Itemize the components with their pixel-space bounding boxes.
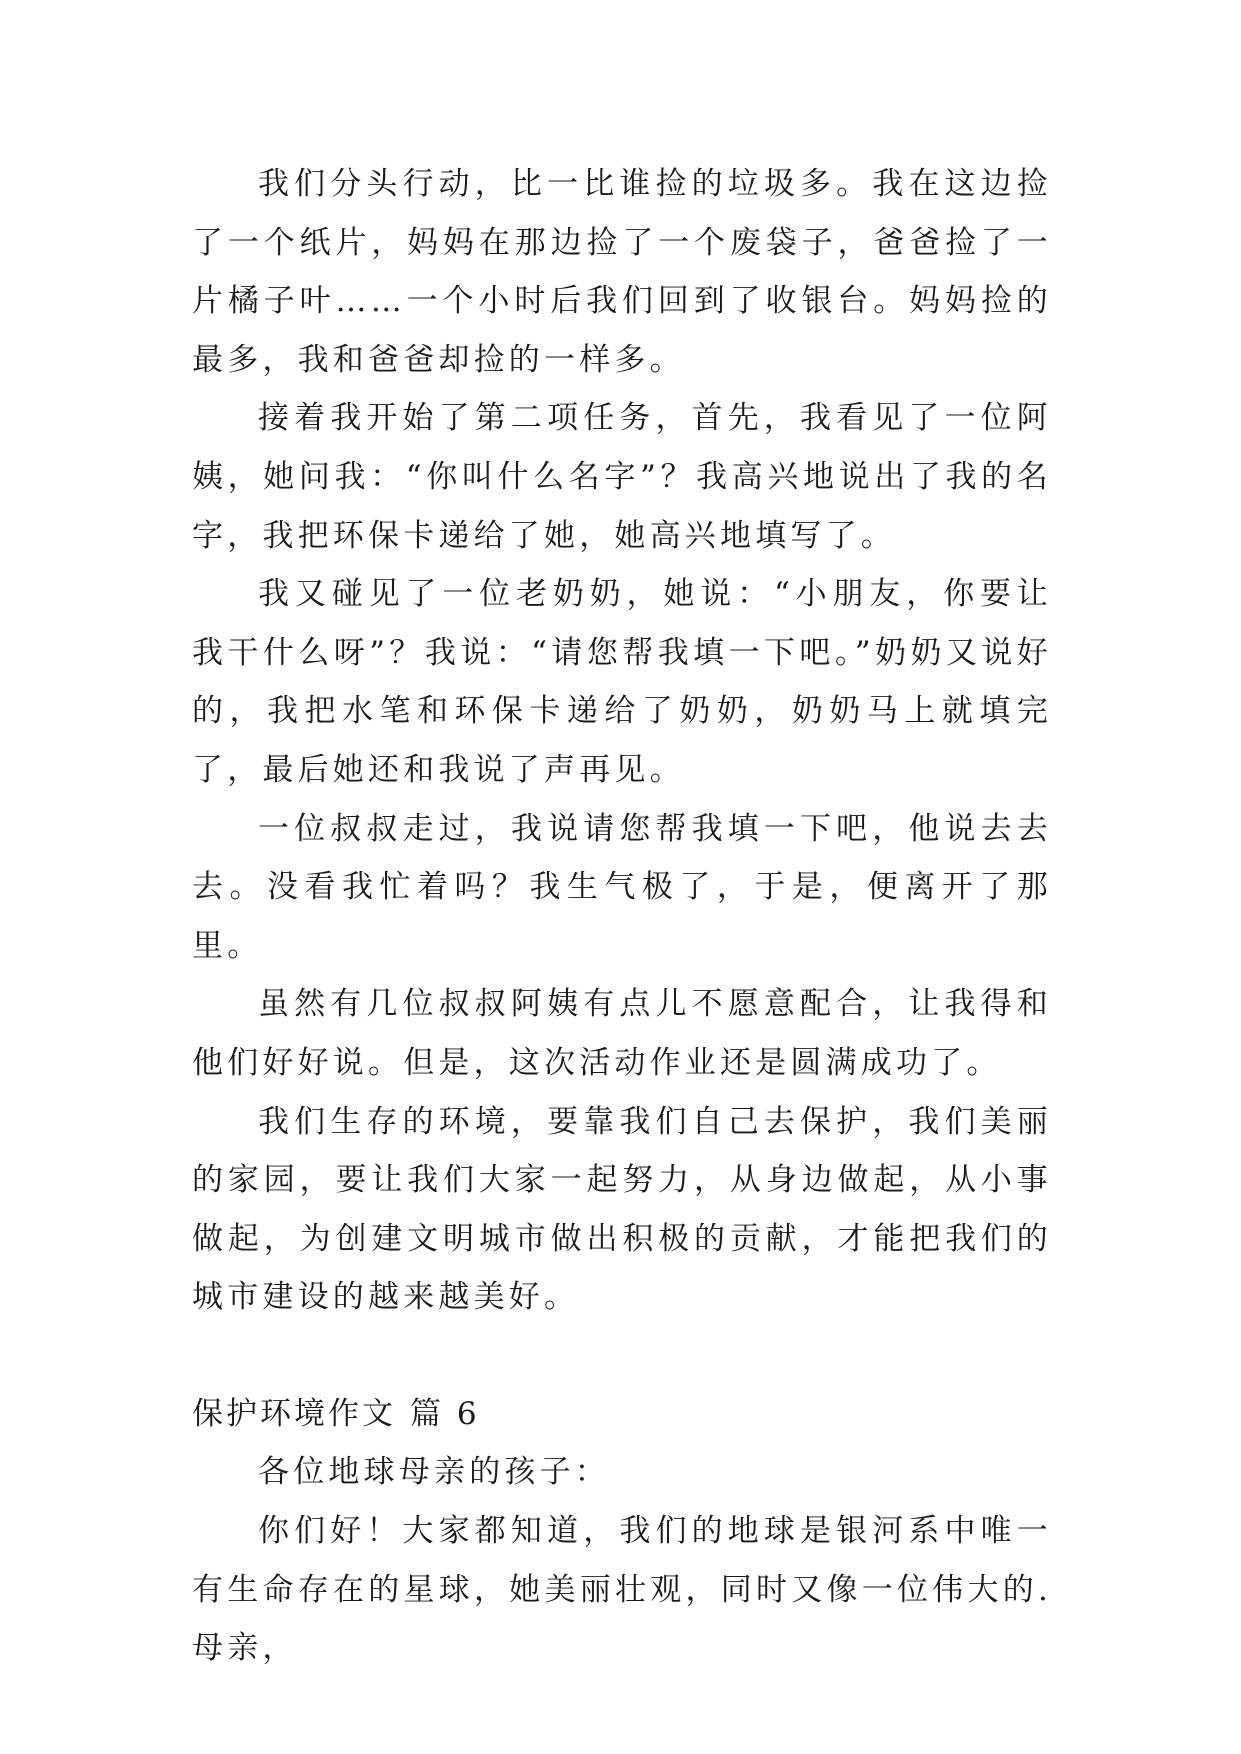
section-heading-suffix: 篇 6 (410, 1395, 480, 1432)
paragraph-7: 你们好！大家都知道，我们的地球是银河系中唯一有生命存在的星球，她美丽壮观，同时又像一位伟大的.母亲， (192, 1513, 1052, 1667)
paragraph-greeting: 各位地球母亲的孩子： (258, 1454, 610, 1491)
paragraph-2: 接着我开始了第二项任务，首先，我看见了一位阿姨，她问我：“你叫什么名字”？我高兴地说出了我的名字，我把环保卡递给了她，她高兴地填写了。 (192, 400, 1052, 554)
paragraph-1: 我们分头行动，比一比谁捡的垃圾多。我在这边捡了一个纸片，妈妈在那边捡了一个废袋子，爸爸捡了一片橘子叶……一个小时后我们回到了收银台。妈妈捡的最多，我和爸爸却捡的一样多。 (192, 166, 1052, 378)
paragraph-4: 一位叔叔走过，我说请您帮我填一下吧，他说去去去。没看我忙着吗？我生气极了，于是，便离开了那里。 (192, 810, 1052, 964)
paragraph-6: 我们生存的环境，要靠我们自己去保护，我们美丽的家园，要让我们大家一起努力，从身边做起，从小事做起，为创建文明城市做出积极的贡献，才能把我们的城市建设的越来越美好。 (192, 1103, 1052, 1316)
document-body (192, 155, 1052, 1678)
section-heading-title: 保护环境作文 (192, 1395, 396, 1432)
section-heading (192, 1385, 1052, 1444)
paragraph-3: 我又碰见了一位老奶奶，她说：“小朋友，你要让我干什么呀”？我说：“请您帮我填一下吧。”奶奶又说好的，我把水笔和环保卡递给了奶奶，奶奶马上就填完了，最后她还和我说了声再见。 (192, 576, 1052, 788)
paragraph-5: 虽然有几位叔叔阿姨有点儿不愿意配合，让我得和他们好好说。但是，这次活动作业还是圆满成功了。 (192, 986, 1052, 1081)
